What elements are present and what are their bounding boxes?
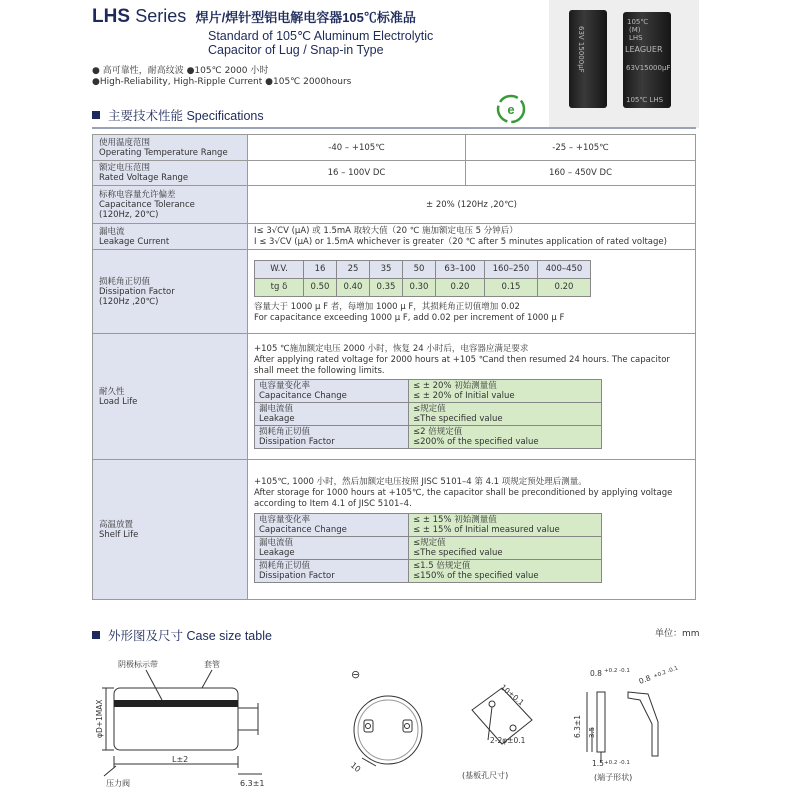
terminal-width-label: 0.8 — [590, 669, 602, 678]
df-voltage: 50 — [403, 260, 436, 278]
df-voltage: 63–100 — [436, 260, 485, 278]
subtitle-en-1: Standard of 105℃ Aluminum Electrolytic — [208, 29, 434, 43]
spec-row-shelf-life — [93, 460, 696, 600]
spec-value-volt-high: 160 – 450V DC — [466, 161, 696, 186]
df-voltage: 25 — [337, 260, 370, 278]
dissipation-table — [254, 260, 591, 297]
load-life-item: 漏电流值 Leakage ≤规定值 ≤The specified value — [255, 403, 602, 426]
terminal-thick-label: 0.8 — [637, 673, 652, 686]
subtitle-en-2: Capacitor of Lug / Snap-in Type — [208, 43, 384, 57]
vent-label: 压力阀 — [106, 779, 130, 788]
spec-value-temp-low: -40 – +105℃ — [248, 135, 466, 161]
df-voltage: 35 — [370, 260, 403, 278]
terminal-height-label: 6.3±1 — [573, 715, 582, 738]
shelf-life-item: 漏电流值 Leakage ≤规定值 ≤The specified value — [255, 536, 602, 559]
shelf-note-cn: +105℃, 1000 小时，然后加额定电压按照 JISC 5101–4 第 4.1 项规定预处理后测量。 — [254, 476, 587, 487]
df-value-row — [255, 278, 591, 296]
spec-row-voltage — [93, 161, 696, 186]
load-life-item: 损耗角正切值 Dissipation Factor ≤2 倍规定值 ≤200% of the specified value — [255, 426, 602, 449]
minus-icon: ⊖ — [351, 668, 361, 681]
case-size-title: 外形图及尺寸 Case size table — [108, 629, 272, 643]
bottom-view-drawing — [354, 696, 422, 766]
capacitor-1-image — [569, 10, 607, 108]
spec-row-load-life — [93, 334, 696, 460]
load-life-note-en: After applying rated voltage for 2000 hours at +105 ℃and then resumed 24 hours. The capacitor shall meet the following limits. — [254, 355, 670, 376]
shelf-life-table — [254, 513, 602, 583]
df-head-label: W.V. — [255, 260, 304, 278]
capacitor-2-image — [623, 12, 671, 108]
terminal-thick-tol: +0.2 -0.1 — [652, 665, 679, 680]
spec-value-temp-high: -25 – +105℃ — [466, 135, 696, 161]
df-value: 0.15 — [485, 278, 538, 296]
spec-value-shelf-life — [248, 460, 696, 600]
df-note-cn: 容量大于 1000 μ F 者，每增加 1000 μ F，其损耗角正切值增加 0.02 — [254, 301, 520, 312]
df-row-label: tg δ — [255, 278, 304, 296]
cap2-line2: (M) — [629, 26, 641, 34]
section-square-icon — [92, 111, 100, 119]
product-photo — [549, 0, 699, 128]
df-value: 0.35 — [370, 278, 403, 296]
spec-label-voltage: 额定电压范围 Rated Voltage Range — [93, 161, 248, 186]
df-value: 0.50 — [304, 278, 337, 296]
svg-text:e: e — [507, 102, 515, 117]
shelf-note-en-2: according to Item 4.1 of JISC 5101–4. — [254, 498, 412, 509]
cap2-bottom: 105℃ LHS — [626, 96, 664, 104]
cap2-line4: 63V15000μF — [626, 64, 671, 72]
feature-cn: ● 高可靠性，耐高纹波 ●105℃ 2000 小时 — [92, 66, 269, 76]
df-voltage: 16 — [304, 260, 337, 278]
series-label: Series — [135, 6, 187, 26]
leakage-en: I ≤ 3√CV (μA) or 1.5mA whichever is greater（20 ℃ after 5 minutes application of rated voltage) — [254, 236, 667, 247]
specifications-heading — [92, 106, 264, 124]
shelf-life-item: 电容量变化率 Capacitance Change ≤ ± 15% 初始测量值 ≤ ± 15% of Initial measured value — [255, 513, 602, 536]
cap2-brand: LEAGUER — [625, 45, 663, 54]
case-size-heading — [92, 626, 272, 644]
spec-label-temperature: 使用温度范围 Operating Temperature Range — [93, 135, 248, 161]
terminal-tip-label: 1.5 — [592, 759, 604, 768]
spec-value-tolerance: ± 20% (120Hz ,20℃) — [248, 186, 696, 224]
load-life-note-cn: +105 ℃施加额定电压 2000 小时，恢复 24 小时后，电容器应满足要求 — [254, 344, 529, 354]
spec-value-volt-low: 16 – 100V DC — [248, 161, 466, 186]
spec-value-dissipation — [248, 250, 696, 334]
shelf-life-item: 损耗角正切值 Dissipation Factor ≤1.5 倍规定值 ≤150% of the specified value — [255, 559, 602, 582]
df-value: 0.40 — [337, 278, 370, 296]
pitch-label: 10 — [348, 760, 363, 775]
spec-row-tolerance — [93, 186, 696, 224]
board-caption: (基板孔尺寸) — [462, 771, 509, 780]
section-divider — [92, 127, 696, 129]
terminal-tip-tol: +0.2 -0.1 — [604, 760, 630, 766]
shelf-note-en-1: After storage for 1000 hours at +105℃, the capacitor shall be preconditioned by applying voltage — [254, 487, 673, 498]
pin-label: 6.3±1 — [240, 779, 265, 788]
df-value: 0.30 — [403, 278, 436, 296]
brand-name: LHS — [92, 6, 130, 27]
hole-label: 2-2φ±0.1 — [490, 736, 526, 745]
spec-value-load-life — [248, 334, 696, 460]
cap2-line1: 105℃ — [627, 18, 649, 26]
spec-label-shelf-life: 高温放置 Shelf Life — [93, 460, 248, 600]
length-label: L±2 — [172, 755, 189, 764]
title-cn: 焊片/焊针型铝电解电容器105℃标准品 — [195, 10, 416, 25]
hole-size-label: 10±0.1 — [498, 682, 526, 708]
df-value: 0.20 — [436, 278, 485, 296]
df-note-en: For capacitance exceeding 1000 μ F, add 0.02 per increment of 1000 μ F — [254, 312, 565, 323]
page-title — [92, 6, 416, 28]
spec-label-leakage: 漏电流 Leakage Current — [93, 224, 248, 250]
load-life-table — [254, 379, 602, 449]
spec-label-tolerance: 标称电容量允许偏差 Capacitance Tolerance (120Hz, 20℃) — [93, 186, 248, 224]
section-square-icon — [92, 631, 100, 639]
terminal-caption: (端子形状) — [594, 773, 633, 782]
cap2-line3: LHS — [629, 34, 643, 42]
spec-row-leakage — [93, 224, 696, 250]
spec-label-load-life: 耐久性 Load Life — [93, 334, 248, 460]
diameter-label: φD+1MAX — [95, 699, 104, 738]
df-voltage: 160–250 — [485, 260, 538, 278]
terminal-35-label: 3.5 — [588, 726, 596, 738]
cap1-text: 63V 15000μF — [577, 26, 585, 73]
feature-en: ●High-Reliability, High-Ripple Current ●105℃ 2000hours — [92, 77, 352, 87]
spec-row-temperature — [93, 135, 696, 161]
case-drawing — [92, 648, 696, 788]
terminal-drawing — [587, 692, 658, 762]
stripe-label: 阴极标示带 — [118, 660, 158, 669]
df-voltage: 400–450 — [538, 260, 591, 278]
sleeve-label: 套管 — [204, 660, 220, 669]
unit-label: 单位：mm — [655, 629, 700, 639]
specifications-table — [92, 134, 696, 600]
spec-value-leakage — [248, 224, 696, 250]
spec-row-dissipation — [93, 250, 696, 334]
terminal-width-tol: +0.2 -0.1 — [604, 668, 630, 674]
df-voltage-row — [255, 260, 591, 278]
leakage-cn: I≤ 3√CV (μA) 或 1.5mA 取较大值（20 ℃ 施加额定电压 5 分钟后） — [254, 225, 518, 236]
spec-label-dissipation: 损耗角正切值 Dissipation Factor (120Hz ,20℃) — [93, 250, 248, 334]
load-life-item: 电容量变化率 Capacitance Change ≤ ± 20% 初始测量值 ≤ ± 20% of Initial value — [255, 380, 602, 403]
specifications-title: 主要技术性能 Specifications — [108, 109, 264, 123]
df-value: 0.20 — [538, 278, 591, 296]
eco-logo-icon — [496, 94, 526, 124]
